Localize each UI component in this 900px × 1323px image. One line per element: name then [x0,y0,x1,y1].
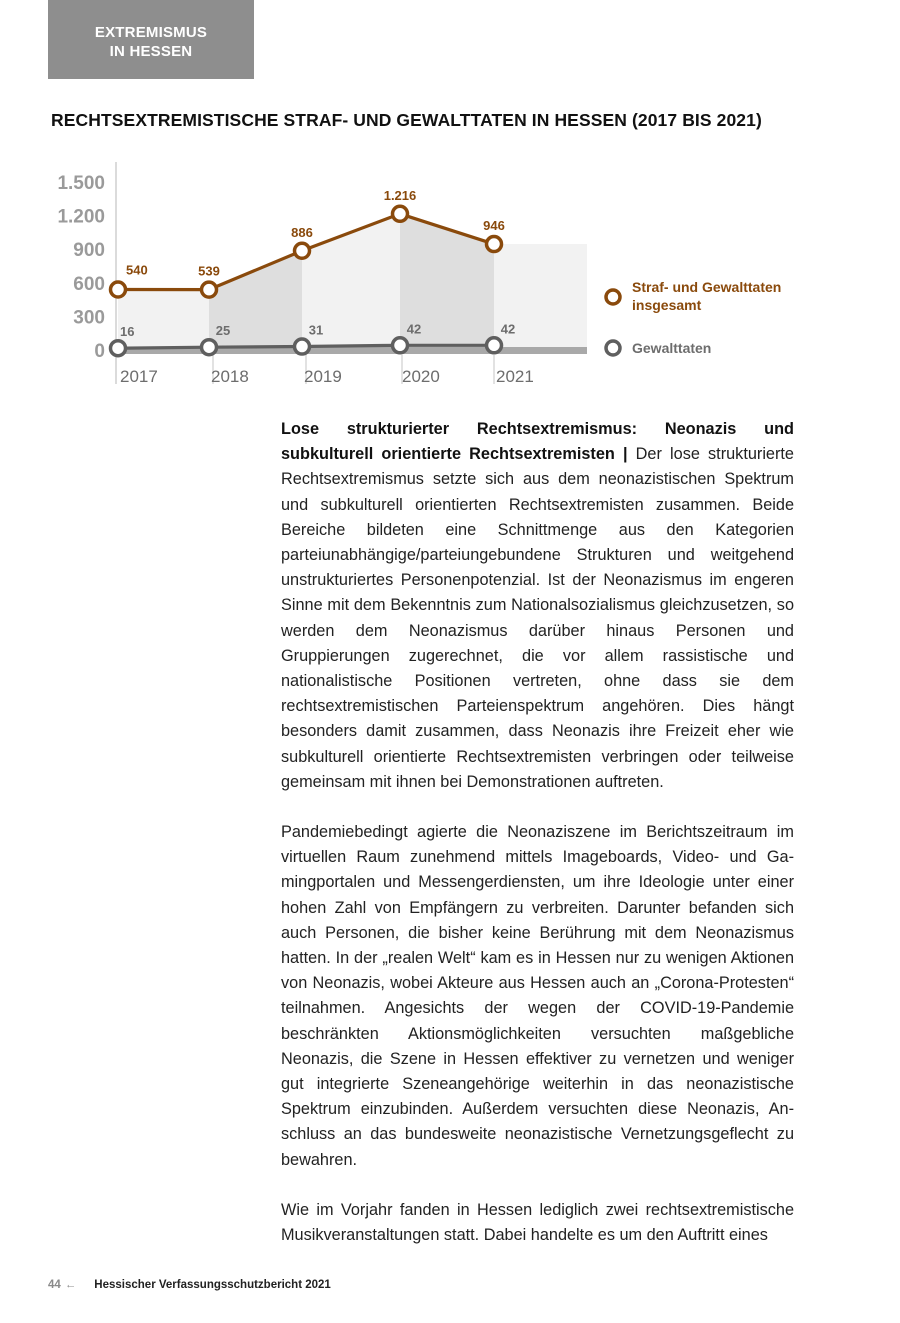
paragraph-music-events [281,1198,794,1248]
legend-label-total-line2: insgesamt [632,297,702,313]
chart-area-band [118,290,209,350]
x-tick-label: 2017 [120,367,158,386]
data-label-violent: 42 [500,321,516,337]
data-label-violent: 25 [215,323,231,339]
paragraph-text: Wie im Vorjahr fanden in Hessen lediglich zwei rechtsextremistische Musikveranstaltungen statt. Dabei handelte es um den Auftritt eines [281,1201,794,1245]
y-tick-label: 600 [73,273,105,295]
section-tab-line2: IN HESSEN [109,42,193,60]
x-tick-label: 2021 [496,367,534,386]
page-number: 44 [48,1279,61,1291]
data-point-violent [393,338,408,353]
data-label-total: 946 [483,218,505,234]
y-tick-label: 1.500 [57,173,105,194]
legend-marker-violent [606,341,620,355]
data-point-violent [202,340,217,355]
y-tick-label: 1.200 [57,206,105,228]
x-tick-label: 2018 [211,367,249,386]
section-tab-line1: EXTREMISMUS [94,23,208,41]
data-label-total: 540 [126,262,148,278]
data-point-violent [111,341,126,356]
x-tick-label: 2019 [304,367,342,386]
paragraph-text: Der lose strukturierte Rechtsextremismus setzte sich aus dem neonazistischen Spektrum und subkulturell orientierten Rechtsextremisten zusammen. Beide Bereiche bildeten eine Schnittmenge aus den Kategorien parteiunabhängige/parteiungebundene Strukturen und weitgehend unstrukturiertes Personenpotenzial. Ist der Neonazismus im engeren Sinne mit dem Bekenntnis zum Nationalsozialismus gleichzusetzen, so werden dem Neonazismus darüber hinaus Personen und Gruppierungen zugerechnet, die vor allem rassistische und nationalistische Positionen vertreten, ohne dass sie dem rechtsextremistischen Parteienspektrum angehören. Dies hängt besonders damit zusammen, dass Neonazis ihre Freizeit eher wie subkulturell orientierte Rechtsextremisten verbringen oder teilweise gemeinsam mit ihnen bei Demonstrationen auftreten. [281,445,794,791]
data-label-violent: 42 [406,321,422,337]
report-title: Hessischer Verfassungsschutzbericht 2021 [94,1279,331,1291]
x-tick-label: 2020 [402,367,440,386]
paragraph-neonazis [281,417,794,795]
section-tab [48,0,254,79]
legend-label-violent: Gewalttaten [632,340,712,356]
legend-marker-total [606,290,620,304]
y-tick-label: 900 [73,240,105,262]
y-tick-label: 0 [94,341,105,362]
chart-title: RECHTSEXTREMISTISCHE STRAF- UND GEWALTTATEN IN HESSEN (2017 BIS 2021) [51,110,762,130]
data-point-total [393,206,408,221]
page-footer [48,1279,331,1291]
y-tick-label: 300 [73,307,105,329]
line-chart [0,150,900,395]
data-label-total: 1.216 [383,187,417,203]
data-point-total [487,237,502,252]
data-label-violent: 31 [308,322,324,338]
paragraph-pandemic [281,820,794,1173]
paragraph-text: Pandemiebedingt agierte die Neonaziszene im Berichtszeitraum im virtuellen Raum zunehmend mittels Imageboards, Video- und Gamingportalen und Messengerdiensten, um ihre Ideologie unter einer hohen Zahl von Empfängern zu verbreiten. Darunter befanden sich auch Personen, die bisher keine Berührung mit dem Neonazismus hatten. In der „realen Welt“ kam es in Hessen nur zu wenigen Aktionen von Neonazis, wobei Akteure aus Hessen auch an „Corona-Protesten“ teilnahmen. Angesichts der wegen der COVID-19-Pandemie beschränkten Aktionsmöglichkeiten versuchten maßgebliche Neonazis, die Szene in Hessen effektiver zu vernetzen und weniger gut integrierte Szeneangehörige weiterhin in das neonazistische Spektrum einzubinden. Außerdem versuchten diese Neonazis, Anschluss an das bundesweite neonazistische Vernetzungsgeflecht zu bewahren. [281,823,794,1169]
data-point-violent [487,338,502,353]
legend-label-total-line1: Straf- und Gewalttaten [632,279,782,295]
data-point-violent [295,339,310,354]
data-point-total [295,243,310,258]
data-point-total [202,282,217,297]
data-label-total: 886 [291,224,313,240]
back-arrow-icon[interactable]: ← [64,1279,77,1291]
paragraph-lead: Lose strukturierter Rechtsextremismus: Neonazis und subkulturell orientierte Rechtsextremisten | [281,420,794,464]
data-point-total [111,282,126,297]
data-label-violent: 16 [120,324,135,340]
data-label-total: 539 [198,263,220,279]
